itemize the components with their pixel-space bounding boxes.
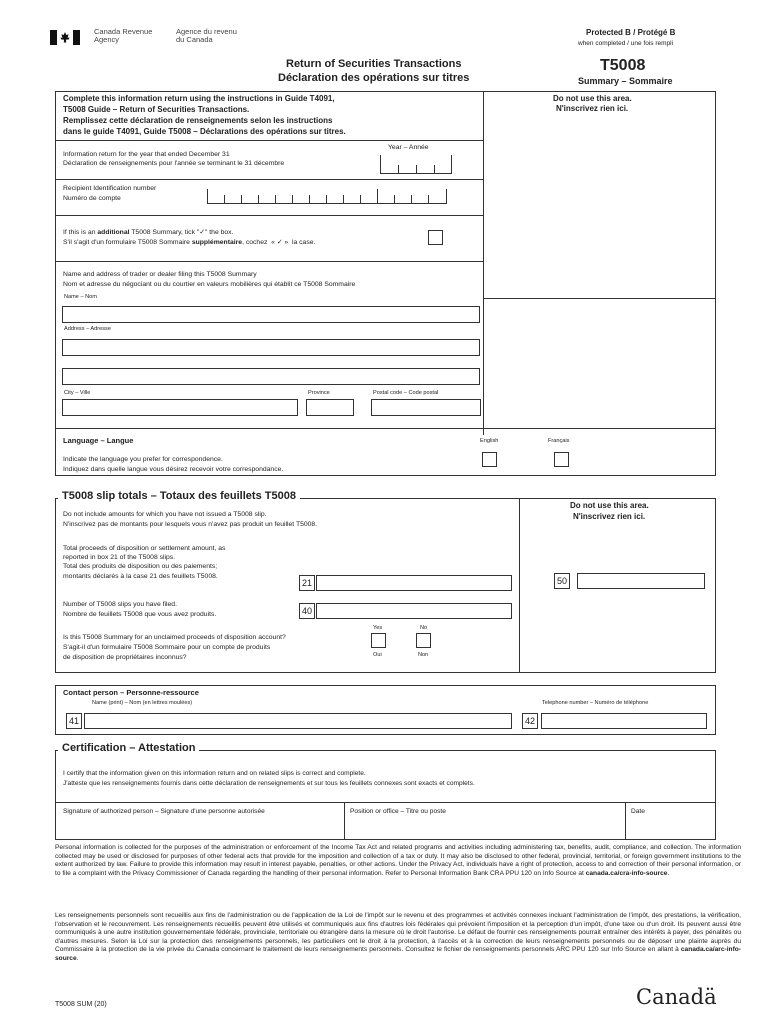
- box-41-label: 41: [66, 713, 82, 729]
- oui-label: Oui: [373, 652, 382, 658]
- certification-text-fr: J'atteste que les renseignements fournis dans cette déclaration de renseignements et sur tous les feuillets connexes sont exacts et complets.: [63, 780, 475, 787]
- instructions-line-3: Remplissez cette déclaration de renseignements selon les instructions: [63, 116, 333, 125]
- contact-phone-input[interactable]: [541, 713, 707, 729]
- title-fr: Déclaration des opérations sur titres: [278, 72, 470, 84]
- signature-label: Signature of authorized person – Signature d'une personne autorisée: [63, 808, 265, 815]
- trader-name-input[interactable]: [62, 306, 480, 323]
- slips-count-en: Number of T5008 slips you have filed.: [63, 601, 177, 608]
- certification-title: Certification – Attestation: [58, 742, 199, 756]
- proceeds-en-1: Total proceeds of disposition or settlement amount, as: [63, 545, 226, 552]
- agency-name-fr: Agence du revenu du Canada: [176, 27, 237, 44]
- totals-note-fr: N'inscrivez pas de montants pour lesquels vous n'avez pas produit un feuillet T5008.: [63, 521, 318, 528]
- slips-count-input[interactable]: [316, 603, 512, 619]
- recipient-label-fr: Numéro de compte: [63, 195, 121, 202]
- totals-do-not-use-fr: N'inscrivez rien ici.: [573, 512, 646, 521]
- year-title: Year – Année: [388, 144, 429, 151]
- recipient-id-input[interactable]: [207, 190, 447, 204]
- language-title: Language – Langue: [63, 436, 134, 445]
- total-proceeds-input[interactable]: [316, 575, 512, 591]
- trader-postal-label: Postal code – Code postal: [373, 390, 439, 396]
- do-not-use-fr: N'inscrivez rien ici.: [556, 104, 629, 113]
- box-40-label: 40: [299, 603, 315, 619]
- trader-name-label: Name – Nom: [64, 294, 97, 300]
- agency-name-en: Canada Revenue Agency: [94, 27, 153, 44]
- totals-note-en: Do not include amounts for which you have not issued a T5008 slip.: [63, 511, 267, 518]
- unclaimed-yes-checkbox[interactable]: [371, 633, 386, 648]
- english-checkbox[interactable]: [482, 452, 497, 467]
- privacy-notice-fr: Les renseignements personnels sont recueillis aux fins de l'administration ou de l'application de la Loi de l'impôt sur le revenu et des programmes et activités connexes incluant l'administration de l'impôt, des prestations, la vérification, l'observation et le recouvrement. Les renseignements recueillis peuvent être utilisés et communiqués aux fins d'autres lois fédérales qui prévoient l'imposition et la perception d'un impôt, d'une taxe ou d'un droit. Ils peuvent aussi être communiqués à une autre institution gouvernementale fédérale, provinciale, territoriale ou étrangère dans la mesure où le droit l'autorise. Le défaut de fournir ces renseignements pourrait entraîner des intérêts à payer, des pénalités ou d'autres mesures. Selon la Loi sur la protection des renseignements personnels, les particuliers ont le droit à la protection, à l'accès et à la correction de leurs renseignements personnels ou de déposer une plainte auprès du Commissaire à la protection de la vie privée du Canada concernant le traitement de leurs renseignements personnels. Consultez le fichier de renseignements personnels ARC PPU 120 sur Info Source en allant à canada.ca/arc-info-source.: [55, 912, 741, 962]
- proceeds-en-2: reported in box 21 of the T5008 slips.: [63, 554, 176, 561]
- date-label: Date: [631, 808, 645, 815]
- english-label: English: [480, 438, 499, 444]
- recipient-label-en: Recipient Identification number: [63, 185, 157, 192]
- unclaimed-no-checkbox[interactable]: [416, 633, 431, 648]
- form-identifier: T5008 SUM (20): [55, 1001, 107, 1008]
- year-label-en: Information return for the year that ended December 31: [63, 151, 230, 158]
- contact-phone-label: Telephone number – Numéro de téléphone: [542, 700, 649, 706]
- trader-postal-input[interactable]: [371, 399, 481, 416]
- unclaimed-en: Is this T5008 Summary for an unclaimed proceeds of disposition account?: [63, 634, 286, 641]
- form-code: T5008: [600, 57, 646, 74]
- contact-name-input[interactable]: [84, 713, 512, 729]
- slip-totals-title: T5008 slip totals – Totaux des feuillets T5008: [58, 490, 300, 504]
- year-input[interactable]: [380, 156, 452, 174]
- trader-label-en: Name and address of trader or dealer filing this T5008 Summary: [63, 271, 257, 278]
- trader-address-line1-input[interactable]: [62, 339, 480, 356]
- instructions-line-2: T5008 Guide – Return of Securities Transactions.: [63, 105, 250, 114]
- trader-address-label: Address – Adresse: [64, 326, 111, 332]
- contact-title: Contact person – Personne-ressource: [63, 688, 199, 697]
- box-50-input[interactable]: [577, 573, 705, 589]
- instructions-line-4: dans le guide T4091, Guide T5008 – Déclarations des opérations sur titres.: [63, 127, 346, 136]
- privacy-notice-en: Personal information is collected for the purposes of the administration or enforcement of the Income Tax Act and related programs and activities including administering tax, benefits, audit, compliance, and collection. The information collected may be used or disclosed for purposes of other federal acts that provide for the imposition and collection of a tax or duty. It may also be disclosed to other federal, provincial, territorial, or foreign government institutions to the extent authorized by law. Failure to provide this information may result in interest payable, penalties, or other actions. Under the Privacy Act, individuals have a right of protection, access to and correction of their personal information, or to file a complaint with the Privacy Commissioner of Canada regarding the handling of their personal information. Refer to Personal Information Bank CRA PPU 120 on Info Source at canada.ca/cra-info-source.: [55, 844, 741, 877]
- title-en: Return of Securities Transactions: [286, 58, 462, 70]
- box-21-label: 21: [299, 575, 315, 591]
- trader-label-fr: Nom et adresse du négociant ou du courtier en valeurs mobilières qui établit ce T5008 Sommaire: [63, 281, 356, 288]
- unclaimed-fr-1: S'agit-il d'un formulaire T5008 Sommaire pour un compte de produits: [63, 644, 271, 651]
- trader-province-label: Province: [308, 390, 330, 396]
- no-label: No: [420, 625, 428, 631]
- french-checkbox[interactable]: [554, 452, 569, 467]
- proceeds-fr-2: montants déclarés à la case 21 des feuillets T5008.: [63, 573, 218, 580]
- trader-address-line2-input[interactable]: [62, 368, 480, 385]
- additional-summary-checkbox[interactable]: [428, 230, 443, 245]
- box-42-label: 42: [522, 713, 538, 729]
- french-label: Français: [548, 438, 570, 444]
- yes-label: Yes: [373, 625, 383, 631]
- additional-text-en: If this is an additional T5008 Summary, tick "✓" the box.: [63, 229, 234, 236]
- totals-do-not-use-en: Do not use this area.: [570, 501, 649, 510]
- protected-label: Protected B / Protégé B: [586, 28, 676, 37]
- slips-count-fr: Nombre de feuillets T5008 que vous avez produits.: [63, 611, 217, 618]
- box-50-label: 50: [554, 573, 570, 589]
- do-not-use-en: Do not use this area.: [553, 94, 632, 103]
- canada-flag-icon: [50, 30, 80, 45]
- additional-text-fr: S'il s'agit d'un formulaire T5008 Sommaire supplémentaire, cochez « ✓ » la case.: [63, 239, 316, 246]
- protected-note: when completed / une fois rempli: [578, 40, 674, 47]
- form-subtitle: Summary – Sommaire: [578, 76, 673, 86]
- proceeds-fr-1: Total des produits de disposition ou des paiements;: [63, 563, 218, 570]
- canada-wordmark: Canadä: [636, 985, 717, 1009]
- language-text-fr: Indiquez dans quelle langue vous désirez recevoir votre correspondance.: [63, 466, 284, 473]
- trader-city-label: City – Ville: [64, 390, 91, 396]
- contact-name-label: Name (print) – Nom (en lettres moulées): [92, 700, 193, 706]
- unclaimed-fr-2: de disposition de propriétaires inconnus?: [63, 654, 187, 661]
- non-label: Non: [418, 652, 429, 658]
- trader-city-input[interactable]: [62, 399, 298, 416]
- instructions-line-1: Complete this information return using the instructions in Guide T4091,: [63, 94, 335, 103]
- certification-text-en: I certify that the information given on this information return and on related slips is correct and complete.: [63, 770, 366, 777]
- position-label: Position or office – Titre ou poste: [350, 808, 446, 815]
- language-text-en: Indicate the language you prefer for correspondence.: [63, 456, 223, 463]
- trader-province-input[interactable]: [306, 399, 354, 416]
- year-label-fr: Déclaration de renseignements pour l'année se terminant le 31 décembre: [63, 160, 285, 167]
